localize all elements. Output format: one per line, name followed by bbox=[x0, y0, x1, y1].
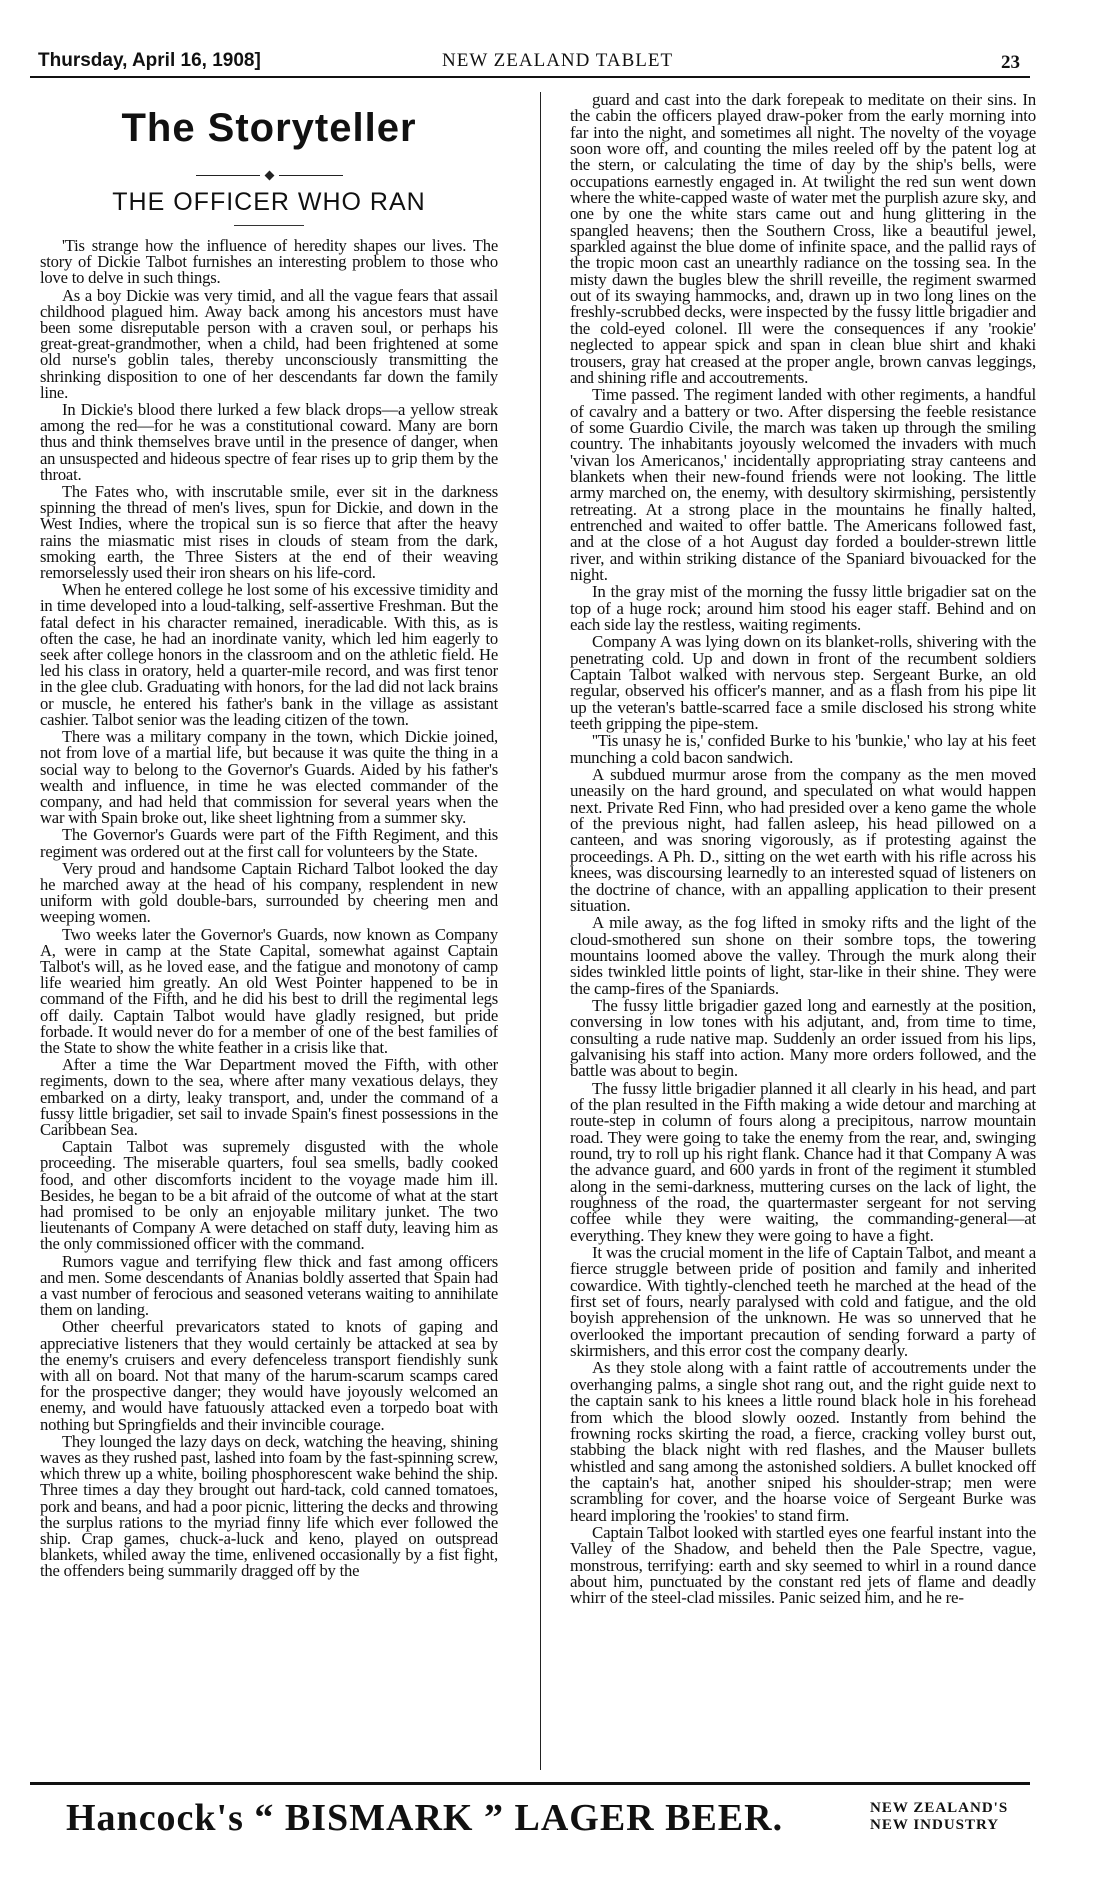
footer-divider bbox=[30, 1782, 1030, 1785]
paragraph: A mile away, as the fog lifted in smoky rifts and the light of the cloud-smothered sun shone on their sombre tops, the towering mountains loomed above the valley. Through the murk along their sides twinkled little points of light, star-like in their shine. They were the camp-fires of the Spaniards. bbox=[570, 913, 1036, 998]
paragraph: The Fates who, with inscrutable smile, ever sit in the darkness spinning the thread of men's lives, spun for Dickie, and down in the West Indies, where the tropical sun is so fierce that after the heavy rains the miasmatic mist rises in clouds of steam from the dark, smoking earth, the Three Sisters at the end of their weaving remorselessly used their iron shears on his life-cord. bbox=[40, 482, 498, 583]
diamond-icon bbox=[264, 170, 274, 180]
paragraph: It was the crucial moment in the life of Captain Talbot, and meant a fierce struggle between pride of position and family and inherited cowardice. With tightly-clenched teeth he marched at the head of the first set of fours, nearly paralysed with cold and fatigue, and the old boyish apprehension of the unknown. He was so unnerved that he overlooked the important precaution of sending forward a party of skirmishers, and this error cost the company dearly. bbox=[570, 1243, 1036, 1361]
right-column-text bbox=[570, 92, 1036, 1607]
paragraph: Rumors vague and terrifying flew thick and fast among officers and men. Some descendants of Ananias boldly asserted that Spain had a vast number of ferocious and seasoned veterans waiting to annihilate them on landing. bbox=[40, 1251, 498, 1320]
paragraph: They lounged the lazy days on deck, watching the heaving, shining waves as they rushed past, lashed into foam by the fast-spinning screw, which threw up a white, boiling phosphorescent wake behind the ship. Three times a day they brought out hard-tack, cold canned tomatoes, pork and beans, and had a poor picnic, littering the decks and throwing the surplus rations to the myriad finny life which ever followed the ship. Crap games, chuck-a-luck and keno, played on outspread blankets, whiled away the time, enlivened occasionally by a fist fight, the offenders being summarily dragged off by the bbox=[40, 1431, 498, 1581]
paragraph: When he entered college he lost some of his excessive timidity and in time developed into a loud-talking, self-assertive Freshman. But the fatal defect in his character remained, ineradicable. With this, as is often the case, he had an inordinate vanity, which led him eagerly to seek after college honors in the classroom and on the athletic field. He led his class in oratory, held a quarter-mile record, and was first tenor in the glee club. Graduating with honors, for the lad did not lack brains or muscle, he entered his father's bank in the village as assistant cashier. Talbot senior was the leading citizen of the town. bbox=[40, 580, 498, 729]
right-column bbox=[570, 92, 1036, 1770]
advertisement bbox=[40, 1790, 1030, 1850]
paragraph: guard and cast into the dark forepeak to meditate on their sins. In the cabin the officers played draw-poker from the early morning into far into the night, and sometimes all night. The novelty of the voyage soon wore off, and counting the miles reeled off by the patent log at the stern, or calculating the time of day by the ship's bells, were occupations earnestly engaged in. At twilight the red sun went down where the white-capped waste of water met the purplish azure sky, and one by one the white stars came out and hung glittering in the spangled heavens; then the Southern Cross, like a beautiful jewel, sparkled against the blue dome of infinite space, and the pallid rays of the tropic moon cast an unearthly radiance on the tossing sea. In the misty dawn the bugles blew the shrill reveille, the regiment swarmed out of its swaying hammocks, and, drawn up in two long lines on the freshly-scrubbed decks, were inspected by the fussy little brigadier and the cold-eyed colonel. Ill were the consequences if any 'rookie' neglected to appear spick and span in clean blue shirt and khaki trousers, gray hat creased at the proper angle, brown canvas leggings, and shining rifle and accoutrements. bbox=[570, 92, 1036, 387]
paragraph: As a boy Dickie was very timid, and all the vague fears that assail childhood plagued him. Away back among his ancestors must have been some disreputable person with a craven soul, or perhaps his great-great-grandmother, when a child, had been frightened at some old nurse's goblin tales, thereby unconsciously transmitting the shrinking disposition to one of her descendants far down the family line. bbox=[40, 285, 498, 402]
title-ornament bbox=[40, 167, 498, 182]
paragraph: The fussy little brigadier gazed long and earnestly at the position, conversing in low tones with his adjutant, and, from time to time, consulting a rude native map. Suddenly an order issued from his lips, galvanising his staff into action. Many more orders followed, and the battle was about to begin. bbox=[570, 995, 1036, 1081]
paragraph: Captain Talbot looked with startled eyes one fearful instant into the Valley of the Shadow, and beheld then the Pale Spectre, vague, monstrous, terrifying: earth and sky seemed to whirl in a round dance about him, punctuated by the constant red jets of flame and deadly whirr of the steel-clad missiles. Panic seized him, and he re- bbox=[570, 1522, 1036, 1608]
paragraph: There was a military company in the town, which Dickie joined, not from love of a martial life, but because it was quite the thing in a social way to belong to the Governor's Guards. Aided by his father's wealth and influence, in time he was elected commander of the company, and had held that commission for several years when the war with Spain broke out, like sheet lightning from a summer sky. bbox=[40, 727, 498, 828]
paragraph: Time passed. The regiment landed with other regiments, a handful of cavalry and a battery or two. After dispersing the feeble resistance of some Guardio Civile, the march was taken up through the smiling country. The inhabitants joyously welcomed the invaders with much 'vivan los Americanos,' incidentally appropriating stray canteens and blankets when their new-found friends were not looking. The little army marched on, the enemy, with desultory skirmishing, persistently retreating. At a strong place in the mountains he finally halted, entrenched and waited to offer battle. The Americans followed fast, and at the close of a hot August day forded a boulder-strewn little river, and within striking distance of the Spaniard bivouacked for the night. bbox=[570, 385, 1036, 584]
paragraph: After a time the War Department moved the Fifth, with other regiments, down to the sea, where after many vexatious delays, they embarked on a dirty, leaky transport, and, under the command of a fussy little brigadier, set sail to invade Spain's finest possessions in the Caribbean Sea. bbox=[40, 1055, 498, 1139]
left-column-text bbox=[40, 238, 498, 1580]
paragraph: A subdued murmur arose from the company as the men moved uneasily on the hard ground, and speculated on what would happen next. Private Red Finn, who had presided over a keno game the whole of the previous night, had fallen asleep, his head pillowed on a canteen, and was snoring vigorously, as if protesting against the proceedings. A Ph. D., sitting on the wet earth with his rifle across his knees, was discoursing learnedly to an interested squad of listeners on the doctrine of chance, with an appalling application to their present situation. bbox=[570, 765, 1036, 915]
paragraph: The Governor's Guards were part of the Fifth Regiment, and this regiment was ordered out at the first call for volunteers by the State. bbox=[40, 825, 498, 861]
paragraph: In the gray mist of the morning the fussy little brigadier sat on the top of a huge rock; around him stood his eager staff. Behind and on each side lay the restless, waiting regiments. bbox=[570, 582, 1036, 634]
story-title: THE OFFICER WHO RAN bbox=[112, 188, 426, 216]
ad-tag bbox=[870, 1800, 1008, 1834]
paragraph: Two weeks later the Governor's Guards, now known as Company A, were in camp at the State Capital, somewhat against Captain Talbot's will, as he loved ease, and the fatigue and monotony of camp life wearied him greatly. An old West Pointer happened to be in command of the Fifth, and he did his best to drill the regimental legs off daily. Captain Talbot would have gladly resigned, but pride forbade. It would never do for a member of one of the best families of the State to show the white feather in a crisis like that. bbox=[40, 924, 498, 1057]
paragraph: 'Tis strange how the influence of heredity shapes our lives. The story of Dickie Talbot furnishes an interesting problem to those who love to delve in such things. bbox=[40, 236, 498, 288]
page-header bbox=[30, 48, 1030, 78]
page-number: 23 bbox=[1001, 52, 1020, 73]
paragraph: Company A was lying down on its blanket-rolls, shivering with the penetrating cold. Up and down in front of the recumbent soldiers Captain Talbot walked with nervous step. Sergeant Burke, an old regular, observed his officer's manner, and as a flash from his pipe lit up the veteran's battle-scarred face a smile disclosed his strong white teeth gripping the pipe-stem. bbox=[570, 632, 1036, 734]
paragraph: Other cheerful prevaricators stated to knots of gaping and appreciative listeners that they would certainly be attacked at sea by the enemy's cruisers and every defenceless transport fiendishly sunk with all on board. Not that many of the harum-scarum scamps cared for the prospective danger; they would have joyously welcomed an enemy, and would have fatuously attacked even a torpedo boat with nothing but Springfields and their invincible courage. bbox=[40, 1317, 498, 1434]
section-title: The Storyteller bbox=[121, 106, 417, 150]
left-column bbox=[40, 92, 498, 1770]
ad-slogan: Hancock's “ BISMARK ” LAGER BEER. bbox=[66, 1797, 784, 1839]
divider bbox=[234, 225, 304, 226]
issue-date: Thursday, April 16, 1908] bbox=[38, 50, 261, 71]
ad-tag-line1: NEW ZEALAND'S bbox=[870, 1800, 1009, 1816]
ad-tag-line2: NEW INDUSTRY bbox=[870, 1817, 1000, 1833]
paragraph: ''Tis unasy he is,' confided Burke to his 'bunkie,' who lay at his feet munching a cold bacon sandwich. bbox=[570, 731, 1036, 767]
column-divider bbox=[540, 92, 541, 1770]
publication-title: NEW ZEALAND TABLET bbox=[442, 50, 674, 71]
paragraph: The fussy little brigadier planned it all clearly in his head, and part of the plan resulted in the Fifth making a wide detour and marching at route-step in column of fours along a precipitous, narrow mountain road. They were going to take the enemy from the rear, and, swinging round, try to roll up his right flank. Chance had it that Company A was the advance guard, and 600 yards in front of the regiment it stumbled along in the semi-darkness, muttering curses on the lack of light, the roughness of the road, the quartermaster sergeant for not serving coffee while they were waiting, the commanding-general—at everything. They knew they were going to have a fight. bbox=[570, 1078, 1036, 1245]
paragraph: As they stole along with a faint rattle of accoutrements under the overhanging palms, a single shot rang out, and the right guide next to the captain sank to his knees a little round black hole in his forehead from which the blood slowly oozed. Instantly from behind the frowning rocks skirting the road, a fierce, cracking volley burst out, stabbing the black night with red flashes, and the Mauser bullets whistled and sang among the astonished soldiers. A bullet knocked off the captain's hat, another sniped his shoulder-strap; men were scrambling for cover, and the hoarse voice of Sergeant Burke was heard imploring the 'rookies' to stand firm. bbox=[570, 1358, 1036, 1525]
paragraph: In Dickie's blood there lurked a few black drops—a yellow streak among the red—for he was a constitutional coward. Many are born thus and think themselves brave until in the presence of danger, when an unsuspected and hideous spectre of fear rises up to grip them by the throat. bbox=[40, 400, 498, 484]
paragraph: Captain Talbot was supremely disgusted with the whole proceeding. The miserable quarters, foul sea smells, badly cooked food, and other discomforts incident to the voyage made him ill. Besides, he began to be a bit afraid of the outcome of what at the start had promised to be only an enjoyable military junket. The two lieutenants of Company A were detached on staff duty, leaving him as the only commissioned officer with the command. bbox=[40, 1137, 498, 1254]
paragraph: Very proud and handsome Captain Richard Talbot looked the day he marched away at the head of his company, resplendent in new uniform with gold double-bars, surrounded by cheering men and weeping women. bbox=[40, 858, 498, 927]
